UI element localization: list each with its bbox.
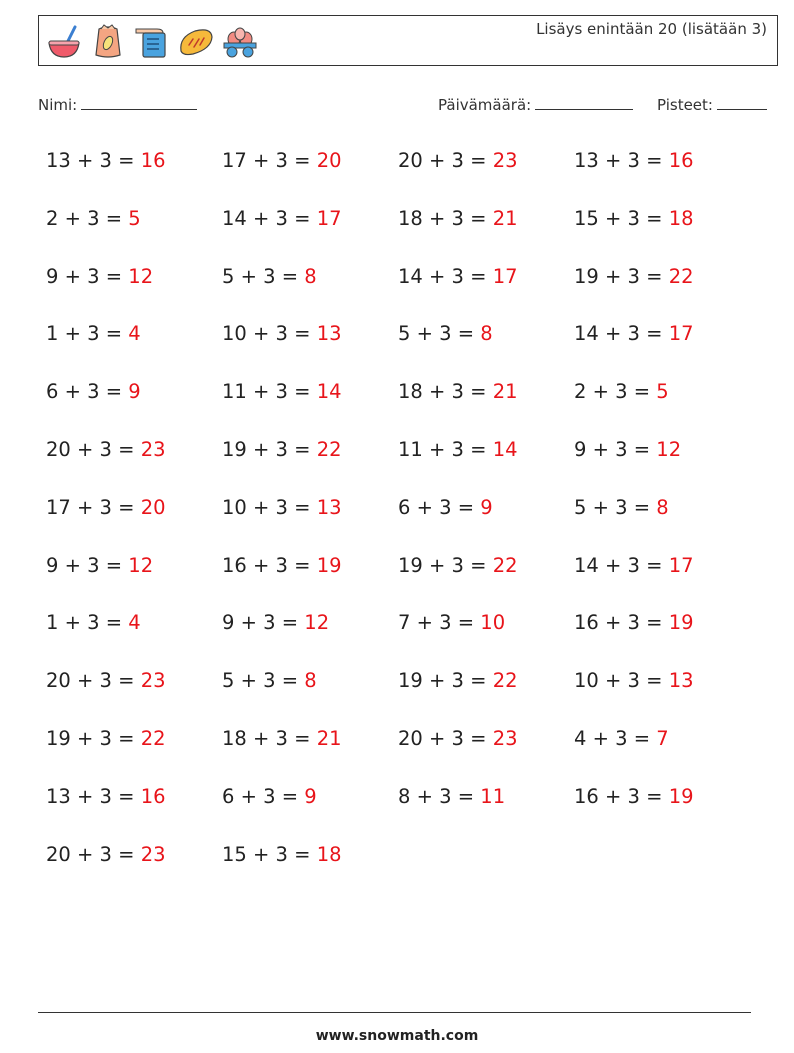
problem-question: 13 + 3 = (574, 149, 669, 172)
problem-item (398, 781, 574, 839)
score-field (657, 93, 767, 114)
problem-item (574, 203, 750, 261)
problem-answer: 8 (656, 495, 669, 519)
problem-item (46, 376, 222, 434)
problem-question: 18 + 3 = (222, 726, 317, 750)
problem-question: 6 + 3 = (46, 380, 129, 404)
problem-item (574, 781, 750, 839)
problem-answer: 16 (140, 149, 166, 172)
problem-item (222, 434, 398, 492)
problem-row (46, 203, 766, 261)
score-line (717, 93, 767, 110)
problem-answer: 12 (128, 553, 154, 577)
problem-item (222, 318, 398, 376)
problem-question: 17 + 3 = (222, 149, 317, 172)
flour-sack-icon (89, 21, 127, 61)
problem-item (222, 550, 398, 608)
problem-item (222, 839, 398, 897)
problem-answer: 9 (128, 380, 141, 404)
date-line (535, 93, 633, 110)
problem-question: 20 + 3 = (398, 149, 493, 172)
problem-answer: 8 (480, 322, 493, 346)
date-label: Päivämäärä: (438, 96, 532, 114)
problem-item (574, 607, 750, 665)
problem-question: 19 + 3 = (398, 669, 493, 693)
problem-row (46, 376, 766, 434)
problem-item (398, 318, 574, 376)
problem-answer: 9 (304, 784, 317, 808)
problem-answer: 17 (492, 264, 518, 288)
problem-answer: 9 (480, 495, 493, 519)
problem-question: 10 + 3 = (574, 669, 669, 693)
problem-answer: 16 (140, 784, 166, 808)
problem-question: 11 + 3 = (222, 380, 317, 404)
problem-answer: 23 (492, 149, 518, 172)
problem-answer: 17 (668, 322, 694, 346)
problem-item (46, 839, 222, 897)
problem-item (574, 145, 750, 203)
date-field (438, 93, 633, 114)
problem-answer: 5 (128, 206, 141, 230)
header-icons (45, 21, 259, 61)
problem-answer: 8 (304, 669, 317, 693)
problem-answer: 20 (316, 149, 342, 172)
problem-question: 18 + 3 = (398, 380, 493, 404)
problem-item (46, 203, 222, 261)
problem-question: 14 + 3 = (574, 322, 669, 346)
problem-item (46, 318, 222, 376)
problem-question: 19 + 3 = (222, 437, 317, 461)
problem-item (574, 434, 750, 492)
problem-item (46, 434, 222, 492)
bread-loaf-icon (177, 21, 215, 61)
problem-question: 20 + 3 = (398, 726, 493, 750)
problem-question: 2 + 3 = (574, 380, 657, 404)
problem-item (398, 492, 574, 550)
worksheet-header (38, 15, 778, 66)
problem-question: 7 + 3 = (398, 611, 481, 635)
problem-question: 20 + 3 = (46, 437, 141, 461)
problem-question: 4 + 3 = (574, 726, 657, 750)
problem-row (46, 550, 766, 608)
problem-answer: 11 (480, 784, 506, 808)
problem-question: 11 + 3 = (398, 437, 493, 461)
problem-question: 1 + 3 = (46, 322, 129, 346)
problem-item (574, 261, 750, 319)
problem-item (222, 665, 398, 723)
problem-item (222, 492, 398, 550)
footer-divider (38, 1012, 751, 1013)
problem-question: 9 + 3 = (222, 611, 305, 635)
measuring-cup-icon (133, 21, 171, 61)
problem-item (398, 376, 574, 434)
problem-item (46, 723, 222, 781)
problem-answer: 23 (492, 726, 518, 750)
problem-item (46, 261, 222, 319)
problem-question: 19 + 3 = (574, 264, 669, 288)
problem-item (222, 261, 398, 319)
problem-question: 2 + 3 = (46, 206, 129, 230)
problem-question: 6 + 3 = (222, 784, 305, 808)
problem-item (222, 607, 398, 665)
problem-question: 1 + 3 = (46, 611, 129, 635)
problem-row (46, 665, 766, 723)
name-label: Nimi: (38, 96, 78, 114)
problem-answer: 10 (480, 611, 506, 635)
problem-answer: 17 (316, 206, 342, 230)
problem-item (398, 550, 574, 608)
problem-answer: 5 (656, 380, 669, 404)
problem-item (574, 665, 750, 723)
problem-question: 9 + 3 = (46, 553, 129, 577)
problem-answer: 13 (316, 322, 342, 346)
problem-question: 16 + 3 = (574, 611, 669, 635)
problem-item (574, 550, 750, 608)
problem-item (222, 376, 398, 434)
problem-row (46, 781, 766, 839)
problem-question: 16 + 3 = (574, 784, 669, 808)
problem-answer: 14 (492, 437, 518, 461)
problem-item (574, 318, 750, 376)
problem-question: 5 + 3 = (222, 669, 305, 693)
problem-answer: 19 (668, 611, 694, 635)
problem-answer: 22 (140, 726, 166, 750)
name-line (81, 93, 197, 110)
problem-row (46, 261, 766, 319)
problem-item (398, 145, 574, 203)
problem-answer: 4 (128, 322, 141, 346)
problem-question: 20 + 3 = (46, 842, 141, 866)
problem-row (46, 723, 766, 781)
problem-item (222, 723, 398, 781)
problem-item (398, 203, 574, 261)
problem-answer: 19 (668, 784, 694, 808)
problem-answer: 18 (316, 842, 342, 866)
problem-answer: 13 (668, 669, 694, 693)
problem-answer: 12 (128, 264, 154, 288)
problem-row (46, 434, 766, 492)
problem-answer: 22 (316, 437, 342, 461)
problem-answer: 18 (668, 206, 694, 230)
egg-carton-icon (221, 21, 259, 61)
mixing-bowl-icon (45, 21, 83, 61)
problem-item (398, 665, 574, 723)
problem-question: 15 + 3 = (574, 206, 669, 230)
problem-row (46, 839, 766, 897)
problem-answer: 20 (140, 495, 166, 519)
problem-grid (46, 145, 766, 896)
problem-question: 5 + 3 = (574, 495, 657, 519)
problem-answer: 17 (668, 553, 694, 577)
problem-question: 15 + 3 = (222, 842, 317, 866)
problem-question: 14 + 3 = (398, 264, 493, 288)
problem-answer: 22 (492, 669, 518, 693)
problem-answer: 22 (668, 264, 694, 288)
problem-row (46, 607, 766, 665)
problem-answer: 23 (140, 669, 166, 693)
problem-answer: 4 (128, 611, 141, 635)
problem-question: 19 + 3 = (46, 726, 141, 750)
problem-question: 18 + 3 = (398, 206, 493, 230)
problem-answer: 8 (304, 264, 317, 288)
problem-question: 9 + 3 = (574, 437, 657, 461)
problem-answer: 19 (316, 553, 342, 577)
problem-answer: 14 (316, 380, 342, 404)
problem-item (398, 607, 574, 665)
problem-item (222, 781, 398, 839)
problem-answer: 13 (316, 495, 342, 519)
problem-item (222, 203, 398, 261)
problem-answer: 12 (656, 437, 682, 461)
problem-answer: 23 (140, 842, 166, 866)
problem-question: 20 + 3 = (46, 669, 141, 693)
problem-item (46, 781, 222, 839)
name-field (38, 93, 197, 114)
problem-question: 8 + 3 = (398, 784, 481, 808)
problem-answer: 21 (492, 206, 518, 230)
problem-item (398, 723, 574, 781)
problem-item (398, 434, 574, 492)
problem-answer: 23 (140, 437, 166, 461)
problem-question: 13 + 3 = (46, 149, 141, 172)
problem-question: 10 + 3 = (222, 495, 317, 519)
problem-question: 17 + 3 = (46, 495, 141, 519)
footer-url: www.snowmath.com (315, 1028, 479, 1044)
problem-row (46, 492, 766, 550)
problem-answer: 21 (492, 380, 518, 404)
problem-item (46, 550, 222, 608)
problem-item (46, 665, 222, 723)
score-label: Pisteet: (657, 96, 713, 114)
worksheet-title: Lisäys enintään 20 (lisätään 3) (536, 20, 767, 38)
problem-answer: 7 (656, 726, 669, 750)
problem-question: 6 + 3 = (398, 495, 481, 519)
problem-answer: 16 (668, 149, 694, 172)
problem-question: 5 + 3 = (398, 322, 481, 346)
problem-question: 5 + 3 = (222, 264, 305, 288)
problem-item (574, 492, 750, 550)
problem-question: 16 + 3 = (222, 553, 317, 577)
problem-item (46, 492, 222, 550)
problem-item (222, 145, 398, 203)
problem-item (46, 607, 222, 665)
problem-row (46, 145, 766, 203)
problem-question: 13 + 3 = (46, 784, 141, 808)
problem-question: 19 + 3 = (398, 553, 493, 577)
problem-question: 14 + 3 = (574, 553, 669, 577)
problem-item (574, 376, 750, 434)
problem-question: 10 + 3 = (222, 322, 317, 346)
problem-item (398, 261, 574, 319)
problem-item (574, 723, 750, 781)
problem-answer: 21 (316, 726, 342, 750)
problem-item (46, 145, 222, 203)
problem-answer: 12 (304, 611, 330, 635)
problem-question: 14 + 3 = (222, 206, 317, 230)
problem-question: 9 + 3 = (46, 264, 129, 288)
problem-answer: 22 (492, 553, 518, 577)
problem-row (46, 318, 766, 376)
